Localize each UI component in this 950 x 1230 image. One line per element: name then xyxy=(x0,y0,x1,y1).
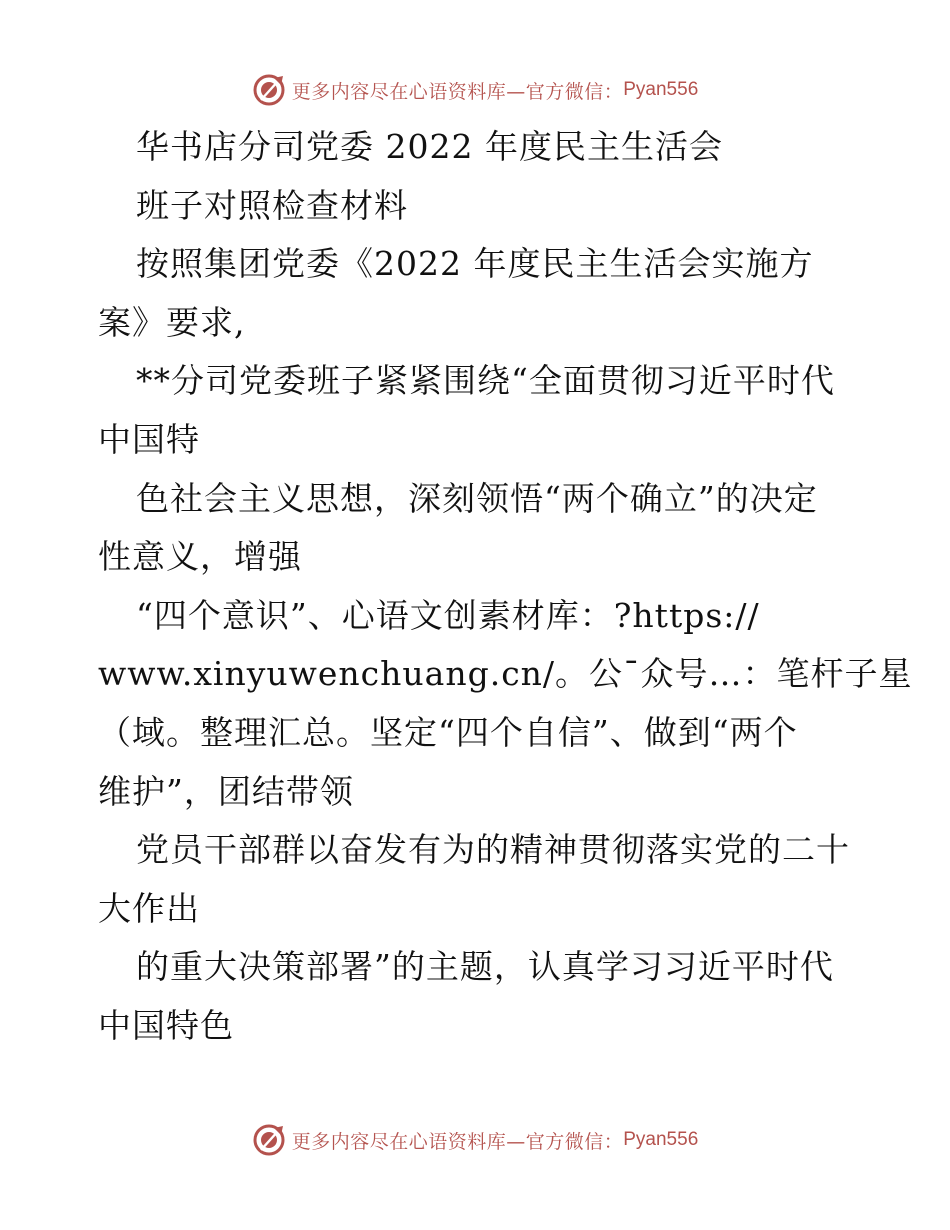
header-banner xyxy=(0,70,950,110)
doc-line: 大作出 xyxy=(98,888,200,928)
doc-line: 中国特色 xyxy=(98,1005,234,1045)
doc-line: 维护”，团结带领 xyxy=(98,771,354,811)
doc-line: 按照集团党委《2022 年度民主生活会实施方 xyxy=(136,244,814,284)
doc-line-title: 华书店分司党委 2022 年度民主生活会 xyxy=(136,127,723,166)
header-banner-text: 更多内容尽在心语资料库—官方微信： xyxy=(291,80,624,103)
doc-line: 性意义，增强 xyxy=(98,537,302,577)
doc-line: 的重大决策部署”的主题，认真学习习近平时代 xyxy=(136,947,834,987)
doc-line: （域。整理汇总。坚定“四个自信”、做到“两个 xyxy=(98,712,798,752)
doc-line: “四个意识”、心语文创素材库：?https:// xyxy=(136,595,760,635)
quill-seal-icon xyxy=(252,73,286,107)
footer-banner xyxy=(0,1120,950,1160)
quill-seal-icon xyxy=(252,1123,286,1157)
doc-line: 案》要求, xyxy=(98,302,246,342)
footer-banner-text: 更多内容尽在心语资料库—官方微信： xyxy=(291,1130,624,1153)
header-banner-handle: Pyan556 xyxy=(623,79,699,100)
document-body xyxy=(98,118,913,1056)
doc-line: 党员干部群以奋发有为的精神贯彻落实党的二十 xyxy=(136,830,850,870)
doc-line: **分司党委班子紧紧围绕“全面贯彻习近平时代 xyxy=(136,361,835,401)
footer-banner-handle: Pyan556 xyxy=(623,1129,699,1150)
doc-line: 色社会主义思想，深刻领悟“两个确立”的决定 xyxy=(136,478,818,518)
doc-line: 中国特 xyxy=(98,419,200,459)
doc-line: www.xinyuwenchuang.cn/。公¯众号…：笔杆子星 xyxy=(98,654,913,694)
doc-line-subtitle: 班子对照检查材料 xyxy=(136,185,408,225)
